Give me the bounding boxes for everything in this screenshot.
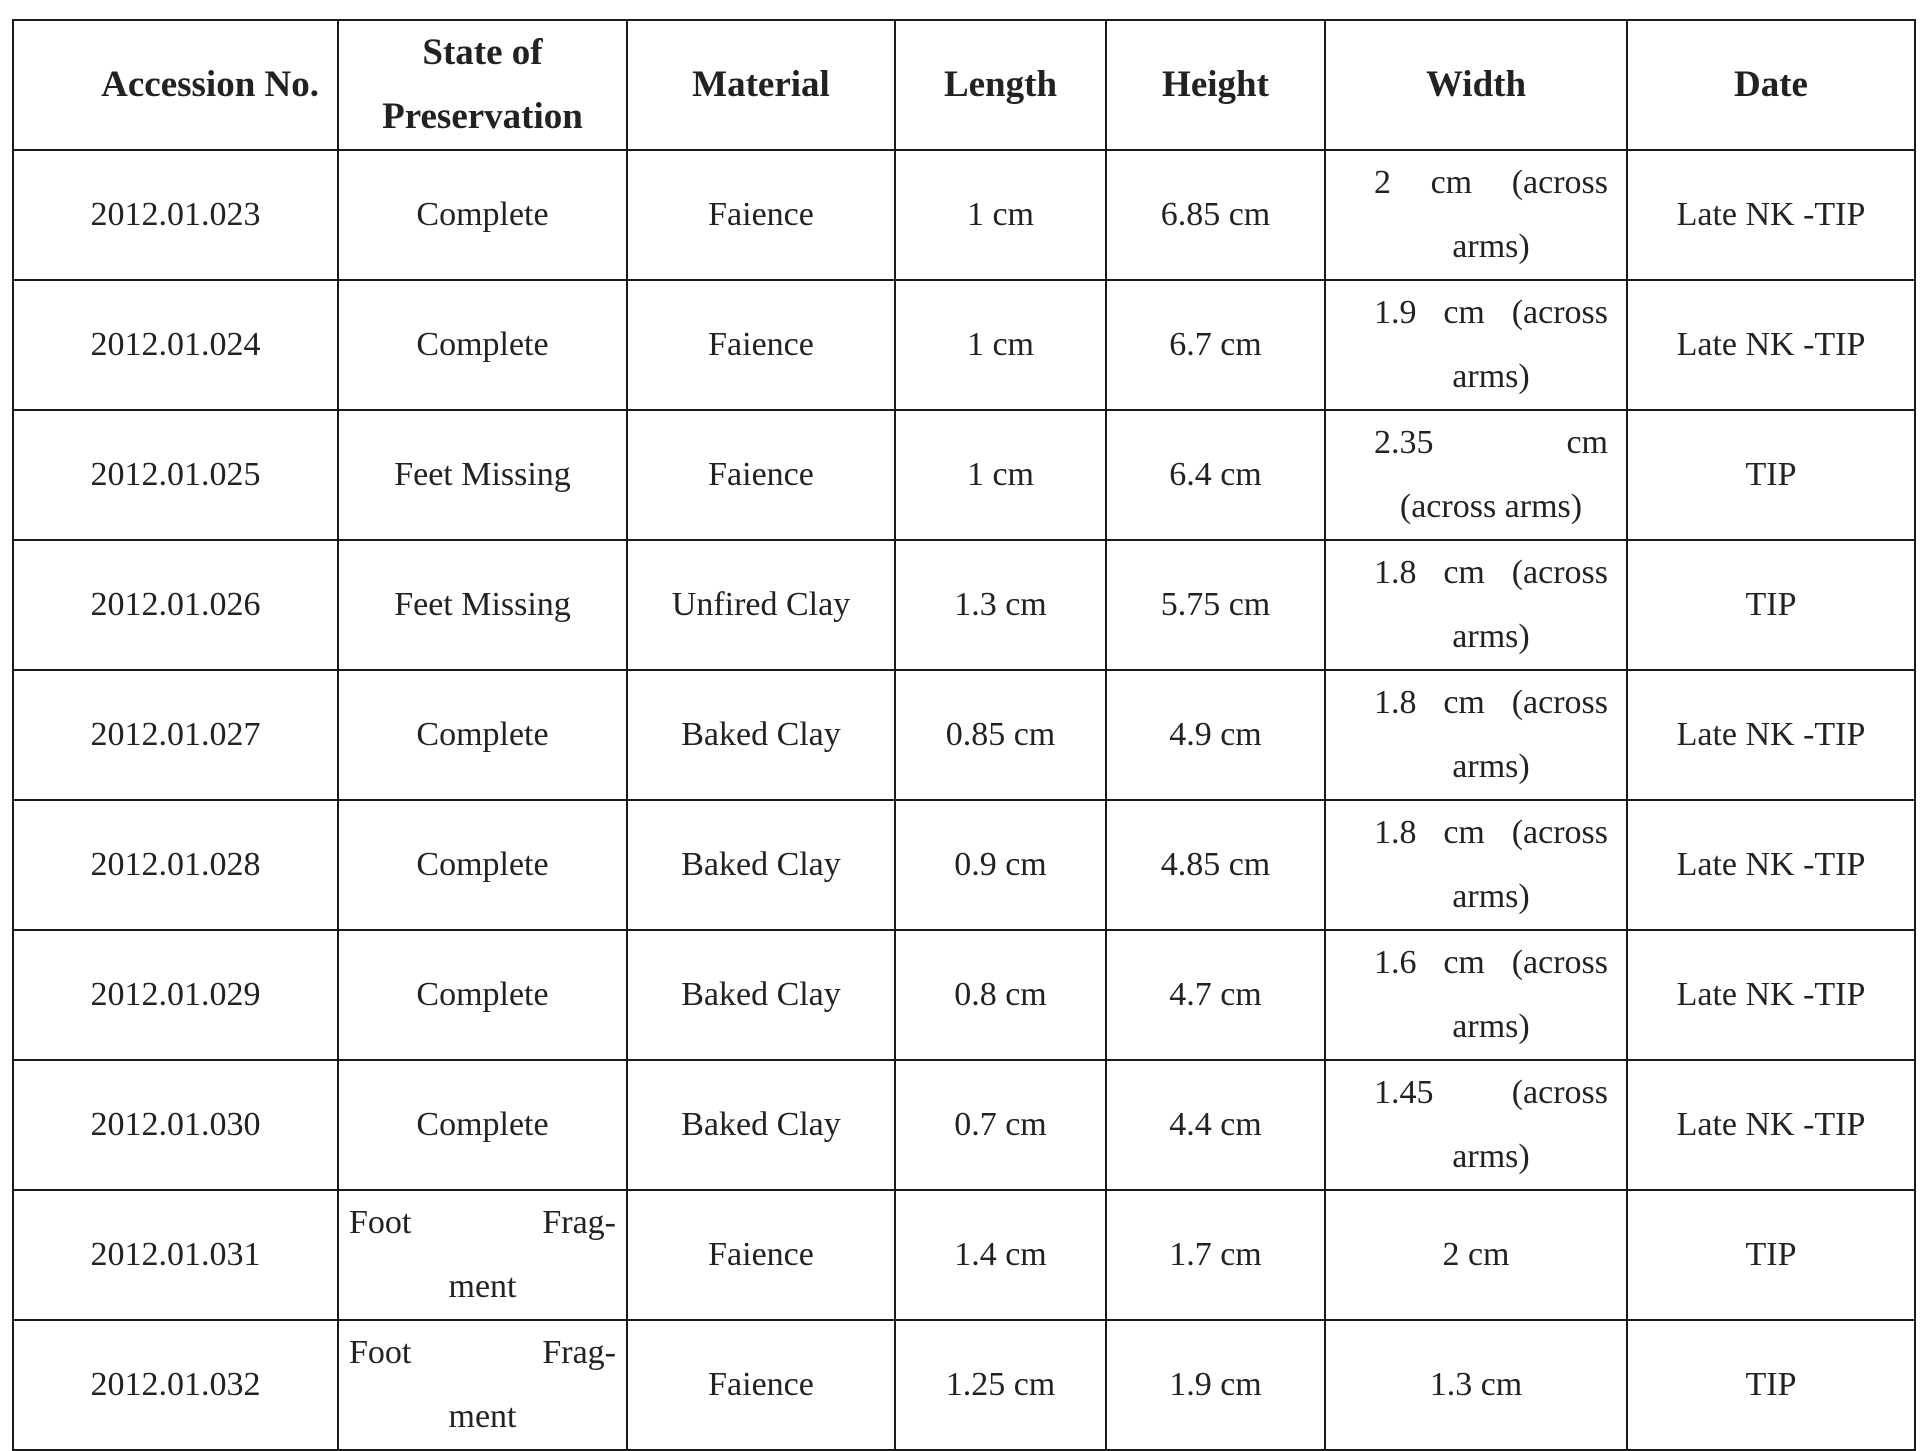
length-cell: 1 cm (895, 150, 1106, 280)
table-row (13, 1190, 1915, 1320)
state-cell: Complete (338, 670, 627, 800)
width-line-2: (across arms) (1399, 488, 1583, 525)
height-cell: 1.7 cm (1106, 1190, 1325, 1320)
date-cell: Late NK -TIP (1627, 280, 1915, 410)
width-line-1: 1.6 cm (across (1374, 944, 1608, 981)
width-line-1: 1.45 (across (1374, 1074, 1608, 1111)
width-line-1: 2 cm (across (1374, 164, 1608, 201)
material-cell: Faience (627, 1320, 895, 1450)
state-cell (338, 1190, 627, 1320)
state-line-1: Foot Frag- (349, 1334, 616, 1371)
width-line-1: 1.8 cm (across (1374, 814, 1608, 851)
height-cell: 5.75 cm (1106, 540, 1325, 670)
width-line-2: arms) (1452, 1008, 1530, 1045)
width-cell (1325, 800, 1627, 930)
date-cell: TIP (1627, 1320, 1915, 1450)
width-cell (1325, 930, 1627, 1060)
material-cell: Faience (627, 410, 895, 540)
header-material: Material (627, 20, 895, 150)
header-date: Date (1627, 20, 1915, 150)
width-line-2: arms) (1452, 1138, 1530, 1175)
width-line-2: arms) (1452, 228, 1530, 265)
accession-cell: 2012.01.026 (13, 540, 338, 670)
state-cell: Feet Missing (338, 410, 627, 540)
height-cell: 6.85 cm (1106, 150, 1325, 280)
width-cell (1325, 670, 1627, 800)
state-line-1: Foot Frag- (349, 1204, 616, 1241)
length-cell: 1.25 cm (895, 1320, 1106, 1450)
date-cell: Late NK -TIP (1627, 800, 1915, 930)
header-row (13, 20, 1915, 150)
length-cell: 1 cm (895, 280, 1106, 410)
state-cell: Complete (338, 280, 627, 410)
material-cell: Faience (627, 280, 895, 410)
header-state-line-1: State of (422, 32, 543, 73)
width-cell (1325, 410, 1627, 540)
header-state-of-preservation (338, 20, 627, 150)
length-cell: 0.9 cm (895, 800, 1106, 930)
width-line-1: 1.8 cm (across (1374, 684, 1608, 721)
length-cell: 1 cm (895, 410, 1106, 540)
date-cell: TIP (1627, 1190, 1915, 1320)
header-accession-no: Accession No. (13, 20, 338, 150)
accession-cell: 2012.01.025 (13, 410, 338, 540)
state-cell: Complete (338, 930, 627, 1060)
header-height: Height (1106, 20, 1325, 150)
material-cell: Baked Clay (627, 670, 895, 800)
catalog-sheet (12, 19, 1914, 1451)
material-cell: Baked Clay (627, 800, 895, 930)
accession-cell: 2012.01.023 (13, 150, 338, 280)
width-line-2: arms) (1452, 358, 1530, 395)
accession-cell: 2012.01.030 (13, 1060, 338, 1190)
date-cell: Late NK -TIP (1627, 150, 1915, 280)
table-row (13, 150, 1915, 280)
length-cell: 0.8 cm (895, 930, 1106, 1060)
length-cell: 0.85 cm (895, 670, 1106, 800)
width-cell: 2 cm (1325, 1190, 1627, 1320)
length-cell: 1.3 cm (895, 540, 1106, 670)
state-cell: Complete (338, 800, 627, 930)
date-cell: TIP (1627, 410, 1915, 540)
width-cell (1325, 280, 1627, 410)
width-line-2: arms) (1452, 748, 1530, 785)
height-cell: 4.9 cm (1106, 670, 1325, 800)
width-cell (1325, 1060, 1627, 1190)
table-row (13, 930, 1915, 1060)
header-width: Width (1325, 20, 1627, 150)
material-cell: Faience (627, 1190, 895, 1320)
table-row (13, 280, 1915, 410)
state-line-2: ment (448, 1398, 517, 1435)
accession-cell: 2012.01.027 (13, 670, 338, 800)
accession-cell: 2012.01.024 (13, 280, 338, 410)
header-state-line-2: Preservation (382, 96, 583, 137)
width-cell (1325, 540, 1627, 670)
height-cell: 4.85 cm (1106, 800, 1325, 930)
date-cell: Late NK -TIP (1627, 1060, 1915, 1190)
width-cell: 1.3 cm (1325, 1320, 1627, 1450)
length-cell: 1.4 cm (895, 1190, 1106, 1320)
state-line-2: ment (448, 1268, 517, 1305)
height-cell: 4.4 cm (1106, 1060, 1325, 1190)
state-cell: Complete (338, 1060, 627, 1190)
width-cell (1325, 150, 1627, 280)
header-length: Length (895, 20, 1106, 150)
state-cell: Complete (338, 150, 627, 280)
table-row (13, 670, 1915, 800)
state-cell: Feet Missing (338, 540, 627, 670)
table-row (13, 800, 1915, 930)
height-cell: 4.7 cm (1106, 930, 1325, 1060)
accession-cell: 2012.01.031 (13, 1190, 338, 1320)
length-cell: 0.7 cm (895, 1060, 1106, 1190)
table-row (13, 1060, 1915, 1190)
height-cell: 6.4 cm (1106, 410, 1325, 540)
material-cell: Baked Clay (627, 1060, 895, 1190)
height-cell: 6.7 cm (1106, 280, 1325, 410)
accession-cell: 2012.01.028 (13, 800, 338, 930)
date-cell: Late NK -TIP (1627, 670, 1915, 800)
table-row (13, 410, 1915, 540)
height-cell: 1.9 cm (1106, 1320, 1325, 1450)
object-catalog-table (12, 19, 1916, 1451)
material-cell: Baked Clay (627, 930, 895, 1060)
width-line-2: arms) (1452, 618, 1530, 655)
accession-cell: 2012.01.032 (13, 1320, 338, 1450)
material-cell: Faience (627, 150, 895, 280)
state-cell (338, 1320, 627, 1450)
width-line-1: 2.35 cm (1374, 424, 1608, 461)
table-row (13, 540, 1915, 670)
width-line-2: arms) (1452, 878, 1530, 915)
table-row (13, 1320, 1915, 1450)
accession-cell: 2012.01.029 (13, 930, 338, 1060)
width-line-1: 1.8 cm (across (1374, 554, 1608, 591)
width-line-1: 1.9 cm (across (1374, 294, 1608, 331)
date-cell: Late NK -TIP (1627, 930, 1915, 1060)
material-cell: Unfired Clay (627, 540, 895, 670)
date-cell: TIP (1627, 540, 1915, 670)
